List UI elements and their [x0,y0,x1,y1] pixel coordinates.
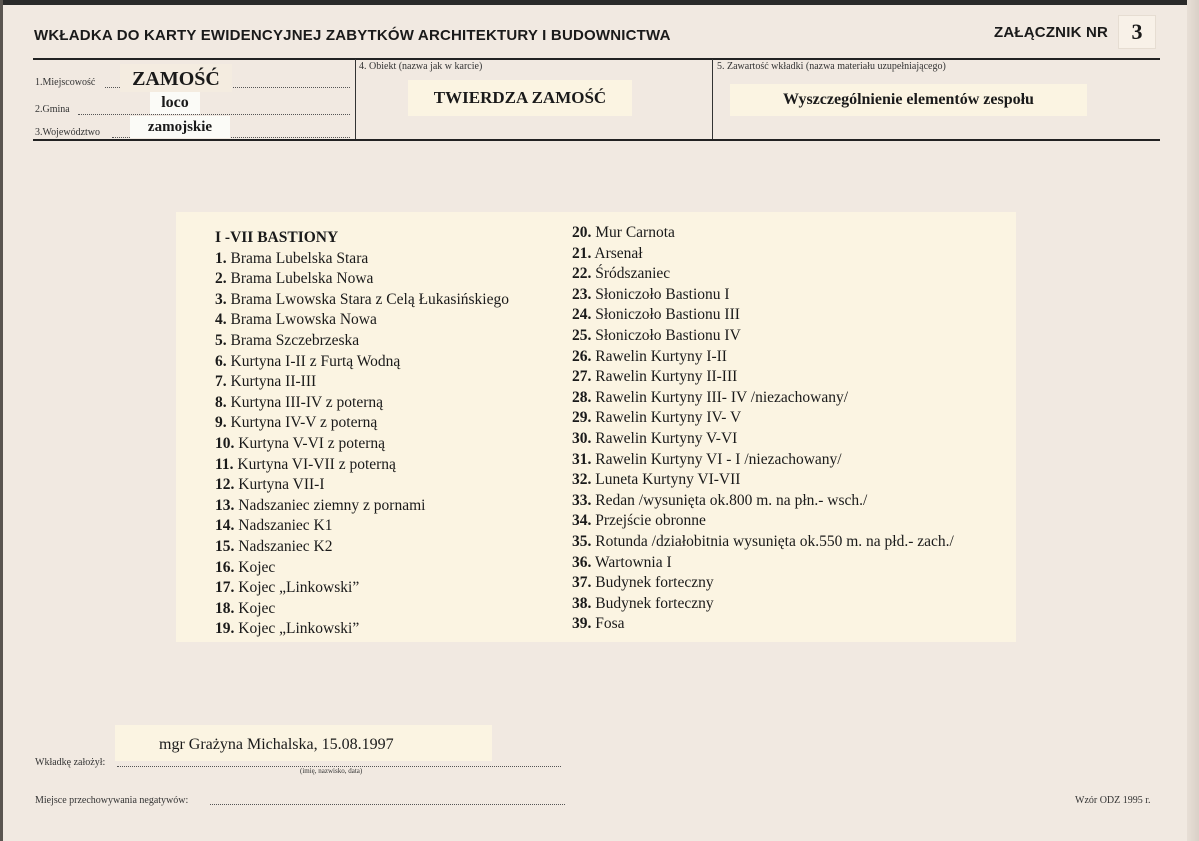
list-item [572,511,954,532]
list-item-number: 7. [215,373,227,391]
list-item-number: 32. [572,471,592,489]
list-item [572,244,954,265]
list-item-text: Kojec „Linkowski” [238,579,360,597]
list-item-text: Budynek forteczny [595,594,714,612]
list-item-text: Redan /wysunięta ok.800 m. na płn.- wsch./ [595,491,868,509]
list-item-text: Nadszaniec K1 [238,517,333,535]
list-item [572,305,954,326]
list-item-text: Kurtyna II-III [230,373,317,391]
dotted-line [78,114,350,115]
list-item-text: Rawelin Kurtyny V-VI [595,429,738,447]
list-heading: I -VII BASTIONY [215,229,339,246]
list-item-number: 2. [215,270,227,288]
list-item-text: Kurtyna V-VI z poterną [238,434,386,452]
list-item-text: Kurtyna I-II z Furtą Wodną [230,352,401,370]
list-item-number: 26. [572,347,592,365]
list-item [572,285,954,306]
list-item-number: 12. [215,476,235,494]
list-item [215,599,509,620]
list-item-number: 13. [215,496,235,514]
zawartosc-value: Wyszczególnienie elementów zespołu [730,84,1087,116]
list-item-number: 35. [572,532,592,550]
list-item [572,388,954,409]
list-item [215,619,509,640]
dotted-line [210,804,565,805]
list-item [572,367,954,388]
list-item [572,429,954,450]
list-item-number: 36. [572,553,592,571]
list-item-text: Fosa [595,615,625,633]
list-item-number: 10. [215,434,235,452]
list-item-number: 4. [215,311,227,329]
wojewodztwo-label: 3.Województwo [35,127,101,138]
list-item-number: 16. [215,558,235,576]
zawartosc-label: 5. Zawartość wkładki (nazwa materiału uzupełniającego) [717,61,946,72]
column-divider [355,59,356,139]
list-item [215,496,509,517]
list-item-text: Rawelin Kurtyny IV- V [595,409,742,427]
list-item-number: 9. [215,414,227,432]
author-label: Wkładkę założył: [35,757,106,768]
list-item-text: Słoniczoło Bastionu III [595,306,740,324]
list-item-number: 33. [572,491,592,509]
list-item [572,264,954,285]
list-item [215,372,509,393]
list-item [572,614,954,635]
list-item-text: Nadszaniec ziemny z pornami [238,496,426,514]
list-item-text: Wartownia I [594,553,672,571]
list-item-number: 28. [572,388,592,406]
list-item [215,249,509,270]
list-item-number: 8. [215,393,227,411]
column-divider [712,59,713,139]
list-item-text: Rawelin Kurtyny II-III [595,368,738,386]
list-item [215,331,509,352]
header-top-rule [33,58,1160,60]
list-item-text: Brama Lubelska Nowa [230,270,374,288]
obiekt-value: TWIERDZA ZAMOŚĆ [408,80,632,116]
miejscowosc-label: 1.Miejscowość [35,77,96,88]
list-item-text: Rotunda /działobitnia wysunięta ok.550 m. na płd.- zach./ [595,532,954,550]
list-item [215,475,509,496]
author-hint: (imię, nazwisko, data) [300,767,363,775]
list-item [572,326,954,347]
list-item [572,408,954,429]
list-item-number: 21. [572,244,592,262]
list-item-text: Kurtyna IV-V z poterną [230,414,378,432]
list-item-text: Nadszaniec K2 [238,537,333,555]
list-item-number: 3. [215,290,227,308]
list-item-number: 29. [572,409,592,427]
scan-edge-left [0,0,3,841]
list-item-number: 14. [215,517,235,535]
list-item [215,310,509,331]
miejscowosc-value: ZAMOŚĆ [120,64,232,92]
list-item-number: 17. [215,579,235,597]
gmina-value: loco [150,92,200,114]
list-item-text: Brama Szczebrzeska [230,331,360,349]
list-item [215,290,509,311]
list-item-text: Brama Lwowska Stara z Celą Łukasińskiego [230,290,509,308]
list-item-text: Mur Carnota [595,224,675,241]
list-item-number: 34. [572,512,592,530]
list-item-number: 19. [215,620,235,638]
scan-edge-top [0,0,1199,5]
list-item [572,594,954,615]
list-item-number: 25. [572,326,592,344]
list-item-text: Brama Lubelska Stara [230,249,369,267]
list-item-text: Rawelin Kurtyny VI - I /niezachowany/ [595,450,842,468]
list-item-text: Kojec [238,599,276,617]
list-item-number: 15. [215,537,235,555]
list-item-text: Słoniczoło Bastionu IV [595,326,741,344]
list-item-text: Arsenał [594,244,643,262]
list-item [215,455,509,476]
wojewodztwo-value: zamojskie [130,116,230,138]
scan-edge-right [1187,0,1199,841]
list-item-text: Przejście obronne [595,512,706,530]
list-item-text: Budynek forteczny [595,574,714,592]
list-item-number: 11. [215,455,234,473]
list-item [215,434,509,455]
template-note: Wzór ODZ 1995 r. [1075,795,1151,806]
list-item-number: 30. [572,429,592,447]
list-item-number: 5. [215,331,227,349]
list-item [572,573,954,594]
list-item-text: Kurtyna III-IV z poterną [230,393,383,411]
list-item-number: 20. [572,224,592,241]
list-item [215,516,509,537]
attachment-label: ZAŁĄCZNIK NR [994,24,1109,41]
list-item-number: 31. [572,450,592,468]
list-item-text: Kojec [238,558,276,576]
list-item-text: Śródszaniec [595,265,671,283]
list-item-text: Rawelin Kurtyny I-II [595,347,727,365]
list-item-number: 23. [572,285,592,303]
list-item-number: 18. [215,599,235,617]
obiekt-label: 4. Obiekt (nazwa jak w karcie) [359,61,483,72]
attachment-number: 3 [1118,15,1156,49]
author-value: mgr Grażyna Michalska, 15.08.1997 [115,725,492,761]
list-column-left [215,228,509,640]
list-item-number: 38. [572,594,592,612]
form-title: WKŁADKA DO KARTY EWIDENCYJNEJ ZABYTKÓW ARCHITEKTURY I BUDOWNICTWA [34,27,671,44]
list-item [215,352,509,373]
list-item [572,491,954,512]
list-item [215,393,509,414]
list-item-text: Luneta Kurtyny VI-VII [595,471,741,489]
list-item-number: 24. [572,306,592,324]
list-item [215,558,509,579]
list-item [215,413,509,434]
list-item-number: 1. [215,249,227,267]
negatives-label: Miejsce przechowywania negatywów: [35,795,189,806]
list-item [572,553,954,574]
list-item-text: Rawelin Kurtyny III- IV /niezachowany/ [595,388,849,406]
list-item-number: 6. [215,352,227,370]
list-item-text: Brama Lwowska Nowa [230,311,377,329]
list-item-number: 27. [572,368,592,386]
list-item-text: Słoniczoło Bastionu I [595,285,730,303]
list-item [215,537,509,558]
list-item-number: 37. [572,574,592,592]
list-item [572,470,954,491]
list-item [572,450,954,471]
list-item [572,347,954,368]
list-item-text: Kurtyna VI-VII z poterną [237,455,396,473]
list-column-right [572,223,954,635]
list-item [215,578,509,599]
list-item [215,269,509,290]
list-item [572,223,954,244]
gmina-label: 2.Gmina [35,104,70,115]
list-item-number: 22. [572,265,592,283]
list-item [572,532,954,553]
list-item-number: 39. [572,615,592,633]
header-bottom-rule [33,139,1160,141]
list-item-text: Kojec „Linkowski” [238,620,360,638]
list-item-text: Kurtyna VII-I [238,476,325,494]
